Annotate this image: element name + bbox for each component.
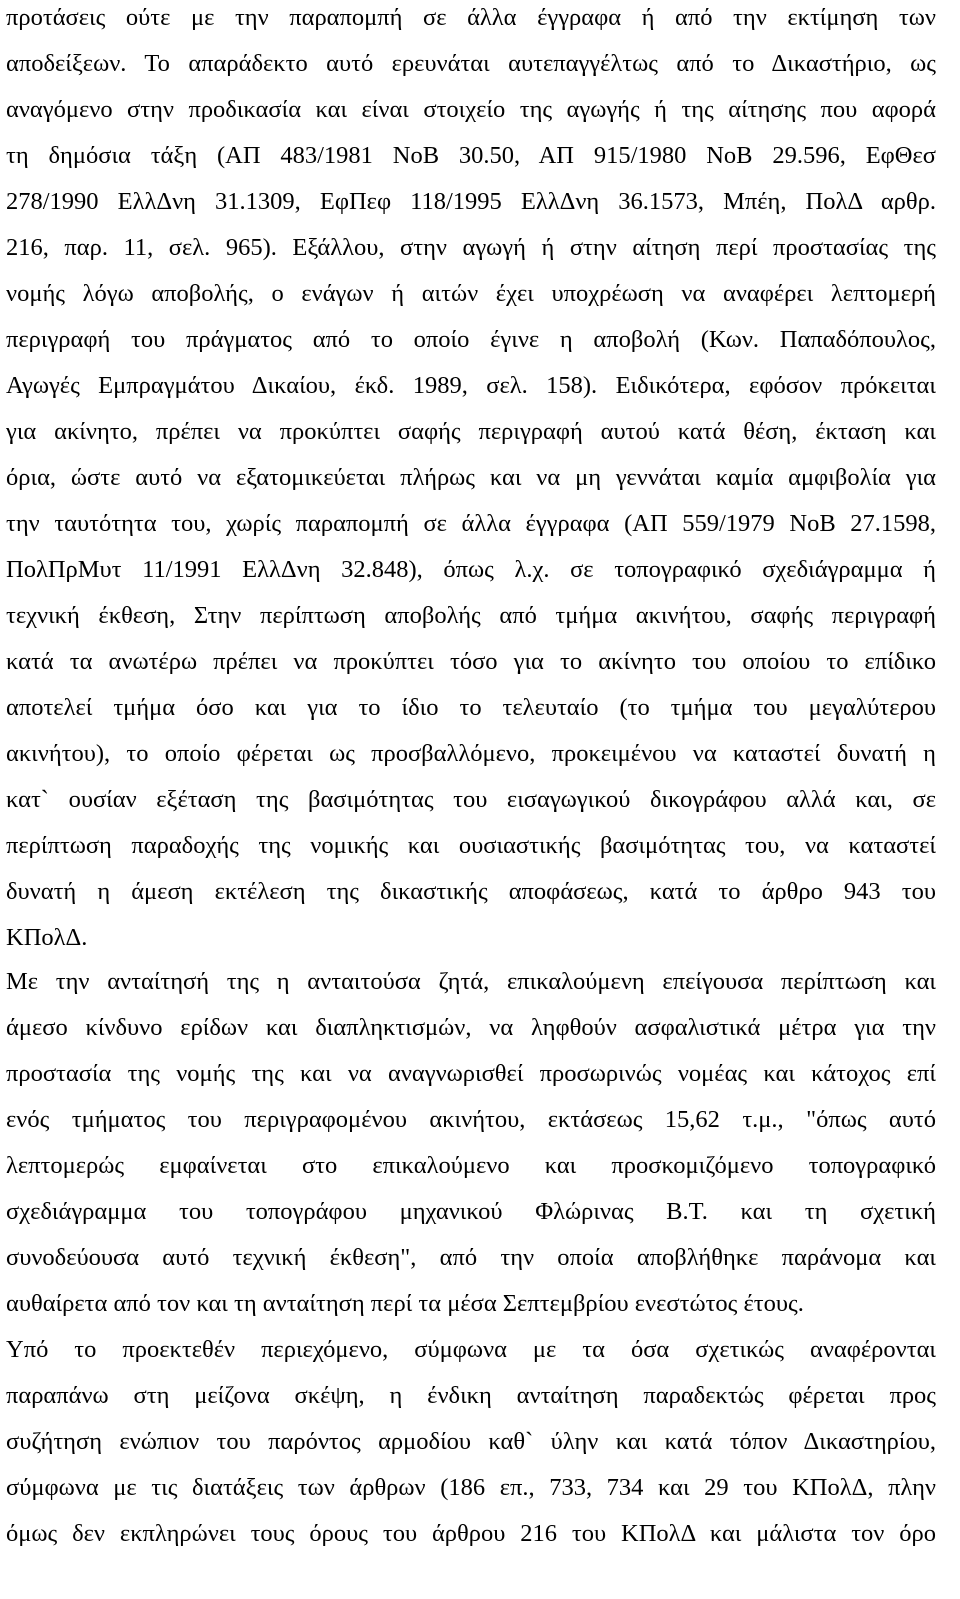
text-line: την ταυτότητα του, χωρίς παραπομπή σε άλλα έγγραφα (ΑΠ 559/1979 ΝοΒ 27.1598, — [6, 510, 936, 537]
text-line: σχεδιάγραμμα του τοπογράφου μηχανικού Φλώρινας Β.Τ. και τη σχετική — [6, 1198, 936, 1225]
text-line: συνοδεύουσα αυτό τεχνική έκθεση", από την οποία αποβλήθηκε παράνομα και — [6, 1244, 936, 1271]
text-line: ενός τμήματος του περιγραφομένου ακινήτου, εκτάσεως 15,62 τ.μ., "όπως αυτό — [6, 1106, 936, 1133]
text-line: παραπάνω στη μείζονα σκέψη, η ένδικη ανταίτηση παραδεκτώς φέρεται προς — [6, 1382, 936, 1409]
text-line: ΠολΠρΜυτ 11/1991 ΕλλΔνη 32.848), όπως λ.χ. σε τοπογραφικό σχεδιάγραμμα ή — [6, 556, 936, 583]
text-line: ακινήτου), το οποίο φέρεται ως προσβαλλόμενο, προκειμένου να καταστεί δυνατή η — [6, 740, 936, 767]
text-line: κατά τα ανωτέρω πρέπει να προκύπτει τόσο για το ακίνητο του οποίου το επίδικο — [6, 648, 936, 675]
text-line: σύμφωνα με τις διατάξεις των άρθρων (186 επ., 733, 734 και 29 του ΚΠολΔ, πλην — [6, 1474, 936, 1501]
text-line: τεχνική έκθεση, Στην περίπτωση αποβολής από τμήμα ακινήτου, σαφής περιγραφή — [6, 602, 936, 629]
text-line: Υπό το προεκτεθέν περιεχόμενο, σύμφωνα με τα όσα σχετικώς αναφέρονται — [6, 1336, 936, 1363]
text-line: Αγωγές Εμπραγμάτου Δικαίου, έκδ. 1989, σελ. 158). Ειδικότερα, εφόσον πρόκειται — [6, 372, 936, 399]
text-line: αποδείξεων. Το απαράδεκτο αυτό ερευνάται αυτεπαγγέλτως από το Δικαστήριο, ως — [6, 50, 936, 77]
text-line: 216, παρ. 11, σελ. 965). Εξάλλου, στην αγωγή ή στην αίτηση περί προστασίας της — [6, 234, 936, 261]
text-line: νομής λόγω αποβολής, ο ενάγων ή αιτών έχει υποχρέωση να αναφέρει λεπτομερή — [6, 280, 936, 307]
text-line: όμως δεν εκπληρώνει τους όρους του άρθρου 216 του ΚΠολΔ και μάλιστα τον όρο — [6, 1520, 936, 1547]
text-line: 278/1990 ΕλλΔνη 31.1309, ΕφΠεφ 118/1995 ΕλλΔνη 36.1573, Μπέη, ΠολΔ αρθρ. — [6, 188, 936, 215]
text-line: Με την ανταίτησή της η ανταιτούσα ζητά, επικαλούμενη επείγουσα περίπτωση και — [6, 968, 936, 995]
text-line: προστασία της νομής της και να αναγνωρισθεί προσωρινώς νομέας και κάτοχος επί — [6, 1060, 936, 1087]
text-line: συζήτηση ενώπιον του παρόντος αρμοδίου καθ` ύλην και κατά τόπον Δικαστηρίου, — [6, 1428, 936, 1455]
text-line: για ακίνητο, πρέπει να προκύπτει σαφής περιγραφή αυτού κατά θέση, έκταση και — [6, 418, 936, 445]
text-line: όρια, ώστε αυτό να εξατομικεύεται πλήρως και να μη γεννάται καμία αμφιβολία για — [6, 464, 936, 491]
text-line: δυνατή η άμεση εκτέλεση της δικαστικής αποφάσεως, κατά το άρθρο 943 του — [6, 878, 936, 905]
text-line: περίπτωση παραδοχής της νομικής και ουσιαστικής βασιμότητας του, να καταστεί — [6, 832, 936, 859]
text-line: αποτελεί τμήμα όσο και για το ίδιο το τελευταίο (το τμήμα του μεγαλύτερου — [6, 694, 936, 721]
text-line: κατ` ουσίαν εξέταση της βασιμότητας του εισαγωγικού δικογράφου αλλά και, σε — [6, 786, 936, 813]
text-line: λεπτομερώς εμφαίνεται στο επικαλούμενο και προσκομιζόμενο τοπογραφικό — [6, 1152, 936, 1179]
text-line: ΚΠολΔ. — [6, 924, 88, 951]
text-line: αναγόμενο στην προδικασία και είναι στοιχείο της αγωγής ή της αίτησης που αφορά — [6, 96, 936, 123]
text-line: προτάσεις ούτε με την παραπομπή σε άλλα έγγραφα ή από την εκτίμηση των — [6, 4, 936, 31]
text-line: άμεσο κίνδυνο ερίδων και διαπληκτισμών, να ληφθούν ασφαλιστικά μέτρα για την — [6, 1014, 936, 1041]
text-line: αυθαίρετα από τον και τη ανταίτηση περί τα μέσα Σεπτεμβρίου ενεστώτος έτους. — [6, 1290, 804, 1317]
text-line: περιγραφή του πράγματος από το οποίο έγινε η αποβολή (Κων. Παπαδόπουλος, — [6, 326, 936, 353]
text-line: τη δημόσια τάξη (ΑΠ 483/1981 ΝοΒ 30.50, ΑΠ 915/1980 ΝοΒ 29.596, ΕφΘεσ — [6, 142, 936, 169]
